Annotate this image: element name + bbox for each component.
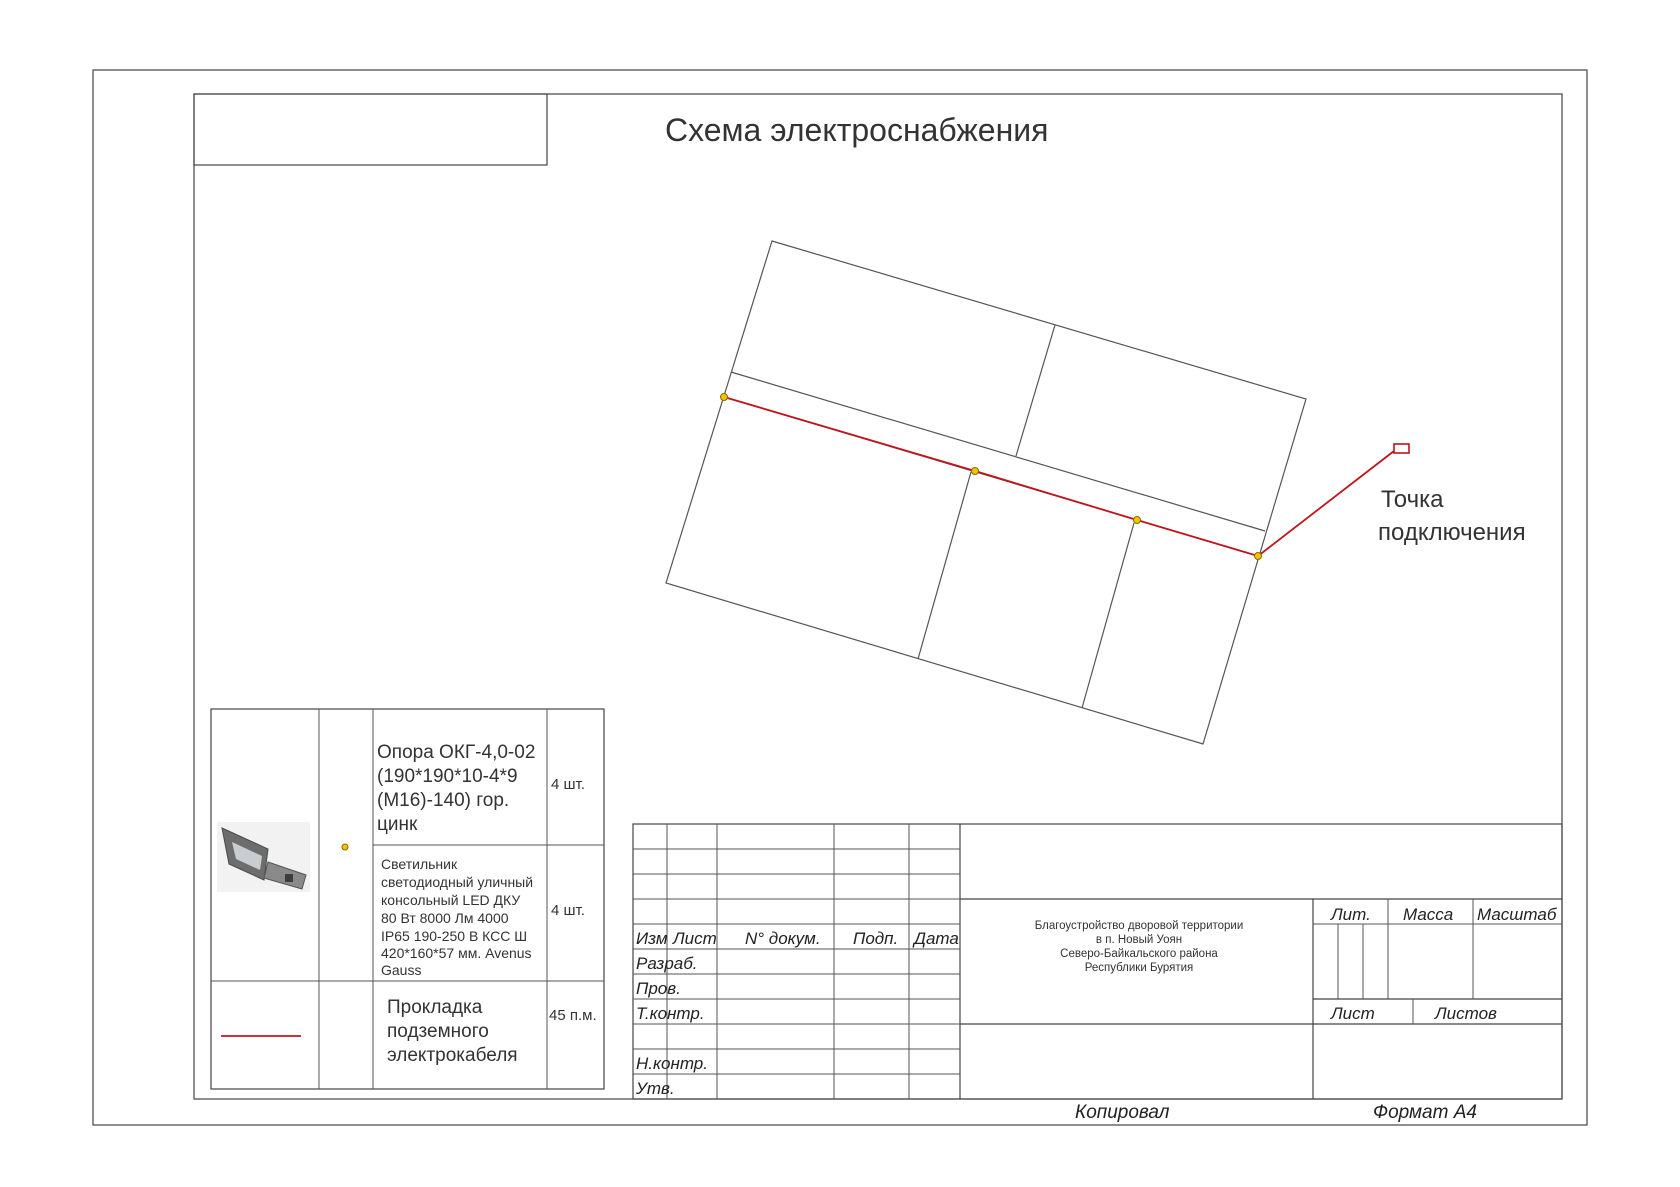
cable-feed — [1258, 451, 1394, 556]
pole-marker — [721, 394, 728, 401]
legend-text: Gauss — [381, 962, 422, 978]
stamp-role: Т.контр. — [636, 1004, 705, 1023]
stamp-header: Изм — [636, 929, 668, 948]
scale-label: Масштаб — [1477, 905, 1557, 924]
stamp-role: Разраб. — [636, 954, 698, 973]
project-line: Благоустройство дворовой территории — [1034, 920, 1244, 932]
plan-divider-2 — [918, 472, 971, 659]
connection-label-line2: подключения — [1378, 519, 1526, 546]
driveway-top-edge — [731, 372, 1265, 531]
pole-marker — [1255, 553, 1262, 560]
top-left-box — [194, 94, 547, 165]
project-line: Северо-Байкальского района — [1060, 948, 1218, 960]
plot-outline — [666, 241, 1306, 744]
stamp-header: Дата — [914, 929, 959, 948]
page-title: Схема электроснабжения — [665, 112, 1049, 148]
legend-text: Опора ОКГ-4,0-02 — [377, 742, 536, 763]
stamp-header: N° докум. — [745, 929, 821, 948]
legend-text: (М16)-140) гор. — [377, 790, 510, 811]
legend-text: светодиодный уличный — [381, 874, 534, 890]
project-line: в п. Новый Уоян — [1095, 934, 1183, 946]
legend-text: 80 Вт 8000 Лм 4000 — [381, 910, 509, 926]
stamp-role: Н.контр. — [636, 1054, 708, 1073]
legend-text: цинк — [377, 814, 418, 835]
legend-qty: 4 шт. — [551, 776, 585, 793]
legend-text: IP65 190-250 В КСС Ш — [381, 928, 528, 944]
legend-text: консольный LED ДКУ — [381, 892, 521, 908]
sheet-label: Лист — [1331, 1004, 1375, 1023]
stamp-header: Подп. — [853, 929, 899, 948]
pole-marker — [972, 468, 979, 475]
legend-qty: 4 шт. — [551, 902, 585, 919]
lamp-mount — [285, 874, 293, 882]
project-line: Республики Бурятия — [1084, 962, 1194, 974]
stamp-role: Утв. — [636, 1079, 675, 1098]
legend-text: (190*190*10-4*9 — [377, 766, 518, 787]
legend-text: Светильник — [381, 856, 458, 872]
title-block — [633, 824, 1562, 1123]
format-label: Формат А4 — [1373, 1102, 1477, 1123]
sheets-label: Листов — [1435, 1004, 1497, 1023]
pole-marker — [1134, 517, 1141, 524]
legend-text: Прокладка — [387, 997, 483, 1018]
plan-divider-3 — [1082, 523, 1134, 708]
cable-route — [724, 397, 1258, 556]
pole-dot-icon — [342, 844, 348, 850]
stamp-header: Лист — [673, 929, 717, 948]
connection-point — [1394, 444, 1409, 453]
legend-text: электрокабеля — [387, 1045, 518, 1066]
copied-label: Копировал — [1075, 1102, 1170, 1123]
legend-text: 420*160*57 мм. Avenus — [381, 945, 532, 961]
legend-qty: 45 п.м. — [549, 1007, 597, 1024]
street-lamp-image — [217, 822, 310, 892]
stamp-role: Пров. — [636, 979, 681, 998]
plan-divider-1 — [1016, 325, 1055, 456]
legend-text: подземного — [387, 1021, 489, 1042]
mass-label: Масса — [1403, 905, 1454, 924]
legend-table — [211, 709, 604, 1089]
lit-label: Лит. — [1331, 905, 1371, 924]
connection-label-line1: Точка — [1381, 486, 1444, 513]
site-plan — [666, 241, 1306, 744]
